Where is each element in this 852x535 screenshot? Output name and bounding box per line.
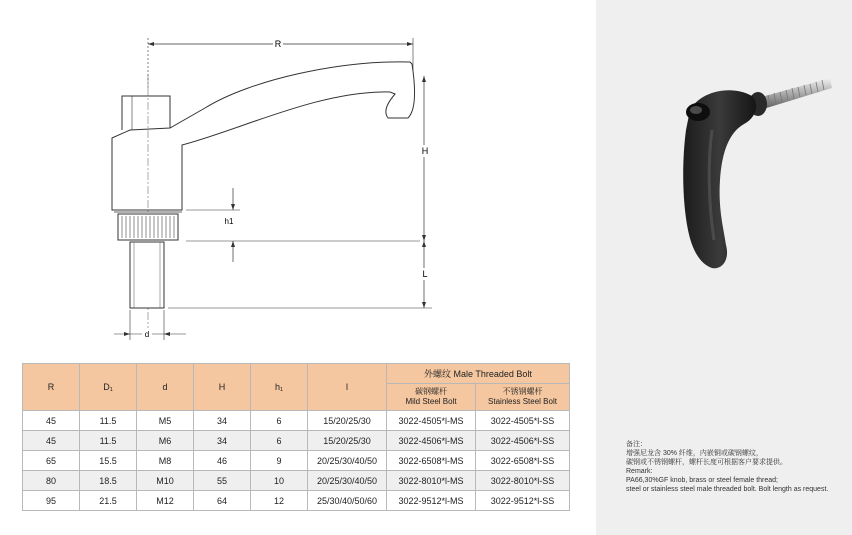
header-d: d [137, 364, 194, 411]
cell-H: 55 [194, 471, 251, 491]
cell-d: M12 [137, 491, 194, 511]
technical-drawing [90, 30, 450, 350]
header-R: R [23, 364, 80, 411]
cell-mild-steel: 3022-9512*l-MS [387, 491, 476, 511]
product-photo [660, 70, 840, 280]
cell-mild-steel: 3022-4505*l-MS [387, 411, 476, 431]
remark-line: Remark: [626, 468, 653, 475]
cell-D1: 11.5 [80, 411, 137, 431]
header-D1: D₁ [80, 364, 137, 411]
remark-line: 碳钢或不锈钢螺杆，螺杆长度可根据客户要求提供。 [626, 459, 787, 466]
cell-h1: 6 [251, 431, 308, 451]
cell-D1: 21.5 [80, 491, 137, 511]
header-l: l [308, 364, 387, 411]
table-row [23, 491, 570, 511]
cell-R: 80 [23, 471, 80, 491]
header-stainless-steel [476, 384, 570, 411]
remark-line: 增强尼龙含 30% 纤维，内嵌铜或碳钢螺纹， [626, 450, 763, 457]
bolt-shank [130, 242, 164, 308]
cell-H: 34 [194, 431, 251, 451]
cell-l: 15/20/25/30 [308, 431, 387, 451]
cell-l: 15/20/25/30 [308, 411, 387, 431]
remark-line: PA66,30%GF knob, brass or steel female thread; [626, 477, 779, 484]
header-male-threaded-bolt: 外螺纹 Male Threaded Bolt [387, 364, 570, 384]
knurled-collar [118, 214, 178, 240]
spec-table [22, 363, 570, 511]
label-d: d [144, 330, 150, 339]
cell-H: 64 [194, 491, 251, 511]
cell-D1: 15.5 [80, 451, 137, 471]
cell-stainless-steel: 3022-6508*l-SS [476, 451, 570, 471]
cell-h1: 10 [251, 471, 308, 491]
mild-steel-cn: 碳钢螺杆 [415, 387, 447, 396]
mild-steel-en: Mild Steel Bolt [405, 397, 457, 406]
table-row [23, 411, 570, 431]
table-row [23, 431, 570, 451]
cell-stainless-steel: 3022-4505*l-SS [476, 411, 570, 431]
remark-line: 备注： [626, 441, 647, 448]
cell-R: 45 [23, 411, 80, 431]
cell-l: 20/25/30/40/50 [308, 451, 387, 471]
stainless-steel-en: Stainless Steel Bolt [488, 397, 557, 406]
cell-mild-steel: 3022-8010*l-MS [387, 471, 476, 491]
cell-stainless-steel: 3022-8010*l-SS [476, 471, 570, 491]
remark-notes [626, 440, 848, 494]
cell-D1: 11.5 [80, 431, 137, 451]
cell-R: 95 [23, 491, 80, 511]
cell-h1: 12 [251, 491, 308, 511]
cell-stainless-steel: 3022-9512*l-SS [476, 491, 570, 511]
cell-d: M5 [137, 411, 194, 431]
label-h1: h1 [224, 217, 234, 226]
lever-outline [112, 62, 415, 210]
cell-H: 46 [194, 451, 251, 471]
threaded-bolt [758, 78, 832, 110]
cell-l: 20/25/30/40/50 [308, 471, 387, 491]
table-row [23, 451, 570, 471]
stainless-steel-cn: 不锈钢螺杆 [502, 387, 543, 396]
cell-d: M10 [137, 471, 194, 491]
header-mild-steel [387, 384, 476, 411]
cell-mild-steel: 3022-6508*l-MS [387, 451, 476, 471]
cell-mild-steel: 3022-4506*l-MS [387, 431, 476, 451]
cell-D1: 18.5 [80, 471, 137, 491]
cell-H: 34 [194, 411, 251, 431]
label-H: H [421, 146, 429, 156]
cell-d: M6 [137, 431, 194, 451]
label-R: R [274, 39, 282, 49]
header-H: H [194, 364, 251, 411]
label-L: L [422, 269, 428, 279]
cell-h1: 9 [251, 451, 308, 471]
header-h1: h₁ [251, 364, 308, 411]
cell-d: M8 [137, 451, 194, 471]
cell-h1: 6 [251, 411, 308, 431]
cell-R: 45 [23, 431, 80, 451]
table-row [23, 471, 570, 491]
cell-l: 25/30/40/50/60 [308, 491, 387, 511]
cell-R: 65 [23, 451, 80, 471]
remark-line: steel or stainless steel male threaded bolt. Bolt length as request. [626, 486, 829, 493]
cell-stainless-steel: 3022-4506*l-SS [476, 431, 570, 451]
lever-cap [122, 96, 170, 130]
